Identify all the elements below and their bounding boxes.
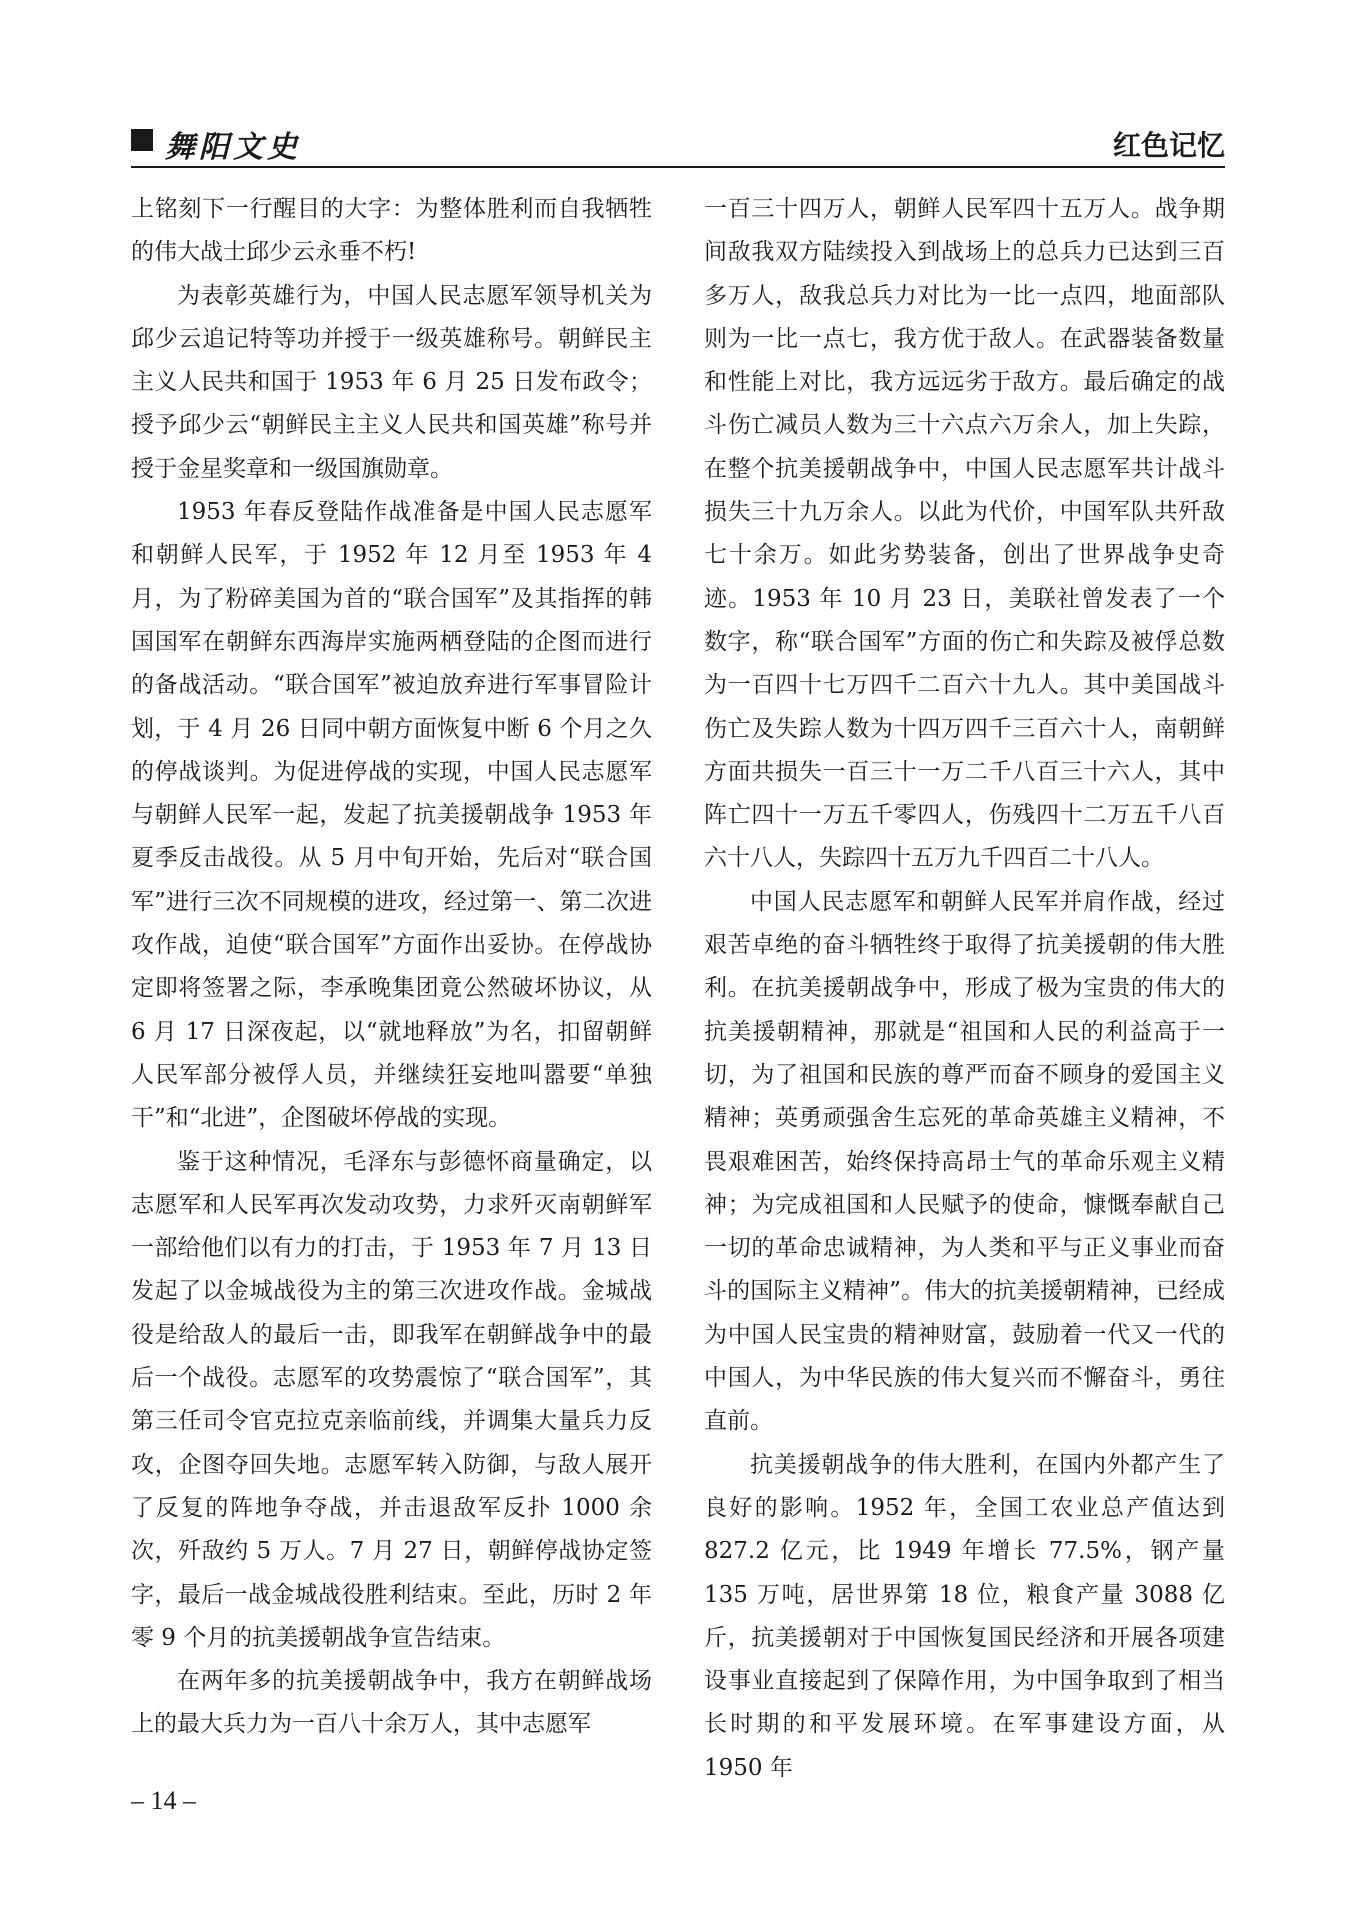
paragraph: 中国人民志愿军和朝鲜人民军并肩作战，经过艰苦卓绝的奋斗牺牲终于取得了抗美援朝的伟大胜利。在抗美援朝战争中，形成了极为宝贵的伟大的抗美援朝精神，那就是“祖国和人民的利益高于一切，为了祖国和民族的尊严而奋不顾身的爱国主义精神；英勇顽强舍生忘死的革命英雄主义精神，不畏艰难困苦，始终保持高昂士气的革命乐观主义精神；为完成祖国和人民赋予的使命，慷慨奉献自己一切的革命忠诚精神，为人类和平与正义事业而奋斗的国际主义精神”。伟大的抗美援朝精神，已经成为中国人民宝贵的精神财富，鼓励着一代又一代的中国人，为中华民族的伟大复兴而不懈奋斗，勇往直前。 [704,888,1225,1435]
left-column [131,188,652,1747]
paragraph: 一百三十四万人，朝鲜人民军四十五万人。战争期间敌我双方陆续投入到战场上的总兵力已达到三百多万人，敌我总兵力对比为一比一点四，地面部队则为一比一点七，我方优于敌人。在武器装备数量和性能上对比，我方远远劣于敌方。最后确定的战斗伤亡减员人数为三十六点六万余人，加上失踪，在整个抗美援朝战争中，中国人民志愿军共计战斗损失三十九万余人。以此为代价，中国军队共歼敌七十余万。如此劣势装备，创出了世界战争史奇迹。1953 年 10 月 23 日，美联社曾发表了一个数字，称“联合国军”方面的伤亡和失踪及被俘总数为一百四十七万四千二百六十九人。其中美国战斗伤亡及失踪人数为十四万四千三百六十人，南朝鲜方面共损失一百三十一万二千八百三十六人，其中阵亡四十一万五千零四人，伤残四十二万五千八百六十八人，失踪四十五万九千四百二十八人。 [704,196,1225,872]
paragraph: 在两年多的抗美援朝战争中，我方在朝鲜战场上的最大兵力为一百八十余万人，其中志愿军 [131,1668,652,1738]
header-square-mark [131,129,153,151]
right-column [704,188,1225,1790]
page-number: – 14 – [131,1786,196,1815]
paragraph: 鉴于这种情况，毛泽东与彭德怀商量确定，以志愿军和人民军再次发动攻势，力求歼灭南朝鲜军一部给他们以有力的打击，于 1953 年 7 月 13 日发起了以金城战役为主的第三次进攻作战。金城战役是给敌人的最后一击，即我军在朝鲜战争中的最后一个战役。志愿军的攻势震惊了“联合国军”，其第三任司令官克拉克亲临前线，并调集大量兵力反攻，企图夺回失地。志愿军转入防御，与敌人展开了反复的阵地争夺战，并击退敌军反扑 1000 余次，歼敌约 5 万人。7 月 27 日，朝鲜停战协定签字，最后一战金城战役胜利结束。至此，历时 2 年零 9 个月的抗美援朝战争宣告结束。 [131,1148,652,1651]
paragraph: 为表彰英雄行为，中国人民志愿军领导机关为邱少云追记特等功并授于一级英雄称号。朝鲜民主主义人民共和国于 1953 年 6 月 25 日发布政令；授予邱少云“朝鲜民主主义人民共和国英雄”称号并授于金星奖章和一级国旗勋章。 [131,282,652,482]
running-header [131,120,1225,165]
paragraph: 1953 年春反登陆作战准备是中国人民志愿军和朝鲜人民军，于 1952 年 12 月至 1953 年 4 月，为了粉碎美国为首的“联合国军”及其指挥的韩国国军在朝鲜东西海岸实施两栖登陆的企图而进行的备战活动。“联合国军”被迫放弃进行军事冒险计划，于 4 月 26 日同中朝方面恢复中断 6 个月之久的停战谈判。为促进停战的实现，中国人民志愿军与朝鲜人民军一起，发起了抗美援朝战争 1953 年夏季反击战役。从 5 月中旬开始，先后对“联合国军”进行三次不同规模的进攻，经过第一、第二次进攻作战，迫使“联合国军”方面作出妥协。在停战协定即将签署之际，李承晚集团竟公然破坏协议，从 6 月 17 日深夜起，以“就地释放”为名，扣留朝鲜人民军部分被俘人员，并继续狂妄地叫嚣要“单独干”和“北进”，企图破坏停战的实现。 [131,499,652,1132]
header-rule [131,166,1225,168]
paragraph: 抗美援朝战争的伟大胜利，在国内外都产生了良好的影响。1952 年，全国工农业总产值达到 827.2 亿元，比 1949 年增长 77.5%，钢产量 135 万吨，居世界第 18 位，粮食产量 3088 亿斤，抗美援朝对于中国恢复国民经济和开展各项建设事业直接起到了保障作用，为中国争取到了相当长时期的和平发展环境。在军事建设方面，从 1950 年 [704,1451,1225,1781]
journal-title: 舞阳文史 [165,130,301,165]
section-title: 红色记忆 [1112,129,1225,162]
paragraph: 上铭刻下一行醒目的大字：为整体胜利而自我牺牲的伟大战士邱少云永垂不朽! [131,196,652,266]
